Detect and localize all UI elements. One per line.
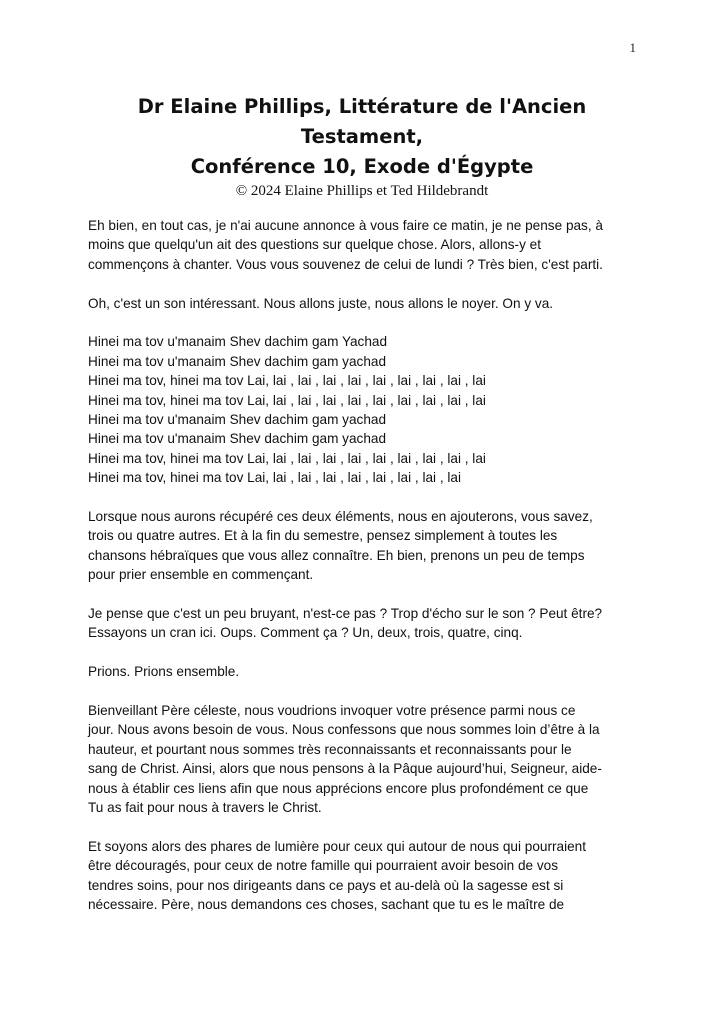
text-line: Prions. Prions ensemble.: [88, 664, 240, 680]
paragraph: [88, 507, 636, 585]
paragraph: [88, 604, 636, 643]
text-line: nécessaire. Père, nous demandons ces choses, sachant que tu es le maître de: [88, 897, 565, 913]
text-line: Hinei ma tov u'manaim Shev dachim gam yachad: [88, 353, 387, 369]
text-line: tendres soins, pour nos dirigeants dans ce pays et au-delà où la sagesse est si: [88, 877, 564, 893]
text-line: Tu as fait pour nous à travers le Christ.: [88, 800, 322, 816]
text-line: chansons hébraïques que vous allez connaître. Eh bien, prenons un peu de temps: [88, 547, 585, 563]
text-line: Essayons un cran ici. Oups. Comment ça ? Un, deux, trois, quatre, cinq.: [88, 625, 523, 641]
text-line: hauteur, et pourtant nous sommes très reconnaissants et reconnaissants pour le: [88, 741, 572, 757]
paragraph: [88, 837, 636, 915]
copyright-notice: © 2024 Elaine Phillips et Ted Hildebrandt: [235, 183, 489, 199]
text-line: Lorsque nous aurons récupéré ces deux éléments, nous en ajouterons, vous savez,: [88, 509, 593, 525]
document-title: [88, 92, 636, 182]
text-line: être découragés, pour ceux de notre famille qui pourraient avoir besoin de vos: [88, 858, 559, 874]
text-line: Oh, c'est un son intéressant. Nous allons juste, nous allons le noyer. On y va.: [88, 295, 554, 311]
paragraph: [88, 662, 636, 681]
text-line: pour prier ensemble en commençant.: [88, 567, 314, 583]
title-line: Testament,: [300, 125, 424, 148]
paragraph: [88, 332, 636, 487]
text-line: jour. Nous avons besoin de vous. Nous confessons que nous sommes loin d’être à la: [88, 722, 600, 738]
title-line: Conférence 10, Exode d'Égypte: [190, 155, 534, 178]
document-body: [88, 216, 636, 934]
page-number: 1: [629, 40, 636, 55]
paragraph: [88, 294, 636, 313]
text-line: Hinei ma tov, hinei ma tov Lai, lai , lai , lai , lai , lai , lai , lai , lai , lai: [88, 450, 486, 466]
text-line: Bienveillant Père céleste, nous voudrions invoquer votre présence parmi nous ce: [88, 703, 576, 719]
text-line: sang de Christ. Ainsi, alors que nous pensons à la Pâque aujourd’hui, Seigneur, aide-: [88, 761, 602, 777]
text-line: Hinei ma tov u'manaim Shev dachim gam yachad: [88, 431, 387, 447]
paragraph: [88, 701, 636, 817]
text-line: commençons à chanter. Vous vous souvenez de celui de lundi ? Très bien, c'est parti.: [88, 256, 603, 272]
text-line: Eh bien, en tout cas, je n'ai aucune annonce à vous faire ce matin, je ne pense pas, à: [88, 218, 603, 233]
text-line: Hinei ma tov u'manaim Shev dachim gam Yachad: [88, 334, 388, 350]
text-line: nous à établir ces liens afin que nous apprécions encore plus profondément ce que: [88, 780, 589, 796]
text-line: trois ou quatre autres. Et à la fin du semestre, pensez simplement à toutes les: [88, 528, 558, 544]
title-line: Dr Elaine Phillips, Littérature de l'Ancien: [137, 95, 587, 118]
text-line: moins que quelqu'un ait des questions sur quelque chose. Alors, allons-y et: [88, 237, 541, 253]
text-line: Hinei ma tov u'manaim Shev dachim gam yachad: [88, 412, 387, 428]
text-line: Hinei ma tov, hinei ma tov Lai, lai , lai , lai , lai , lai , lai , lai , lai , lai: [88, 392, 486, 408]
text-line: Et soyons alors des phares de lumière pour ceux qui autour de nous qui pourraient: [88, 838, 586, 854]
paragraph: [88, 216, 636, 274]
text-line: Je pense que c'est un peu bruyant, n'est-ce pas ? Trop d'écho sur le son ? Peut être?: [88, 606, 603, 622]
text-line: Hinei ma tov, hinei ma tov Lai, lai , lai , lai , lai , lai , lai , lai , lai , lai: [88, 373, 486, 389]
text-line: Hinei ma tov, hinei ma tov Lai, lai , lai , lai , lai , lai , lai , lai , lai: [88, 470, 461, 486]
